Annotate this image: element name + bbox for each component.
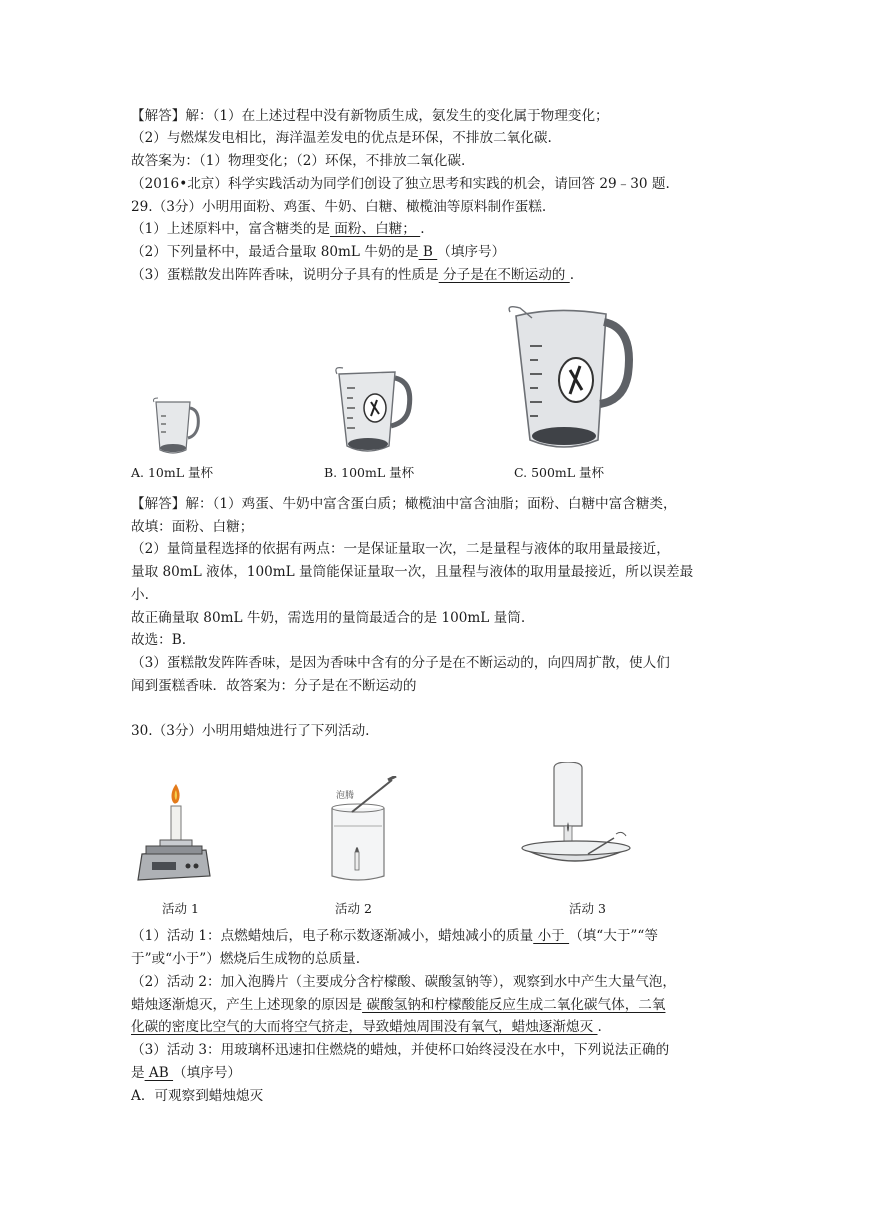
activity-1-caption: 活动 1 (162, 901, 199, 916)
answer-blank: AB (144, 1065, 174, 1081)
activity-3-glass-over-candle-figure (518, 762, 638, 876)
activity-2-caption: 活动 2 (335, 901, 372, 916)
answer-line: （2）与燃煤发电相比，海洋温差发电的优点是环保，不排放二氧化碳. (131, 130, 552, 146)
answer-line: 故答案为：（1）物理变化；（2）环保，不排放二氧化碳. (131, 153, 466, 169)
punctuation: . (569, 267, 575, 283)
question-text-line: （2）活动 2：加入泡腾片（主要成分含柠檬酸、碳酸氢钠等），观察到水中产生大量气泡， (131, 974, 676, 990)
question-29-part-2 (131, 242, 505, 262)
answer-line: （2）量筒量程选择的依据有两点：一是保证量取一次，二是量程与液体的取用量最接近， (131, 541, 670, 557)
answer-blank: 化碳的密度比空气的大而将空气挤走，导致蜡烛周围没有氧气，蜡烛逐渐熄灭 (131, 1019, 598, 1035)
question-text: （1）上述原料中，富含糖类的是 (131, 221, 330, 237)
answer-line: 【解答】解：（1）在上述过程中没有新物质生成，氨发生的变化属于物理变化； (131, 108, 609, 124)
option-a: A．可观察到蜡烛熄灭 (131, 1088, 264, 1104)
answer-line: 故填：面粉、白糖； (131, 519, 254, 535)
measuring-cup-small-figure (150, 396, 200, 458)
question-text: （填序号） (173, 1065, 242, 1081)
question-text: 蜡烛逐渐熄灭，产生上述现象的原因是 (131, 997, 363, 1013)
answer-line: 量取 80mL 液体，100mL 量筒能保证量取一次，且量程与液体的取用量最接近，所以误差最 (131, 564, 694, 580)
question-30-part-2-cont (131, 1017, 602, 1037)
question-30: 30.（3分）小明用蜡烛进行了下列活动. (131, 723, 370, 739)
answer-blank: 分子是在不断运动的 (438, 267, 570, 283)
question-text: （3）蛋糕散发出阵阵香味，说明分子具有的性质是 (131, 267, 439, 283)
question-text: （填“大于”“等 (569, 928, 658, 944)
question-30-part-2 (131, 995, 665, 1015)
question-text-line: （3）活动 3：用玻璃杯迅速扣住燃烧的蜡烛，并使杯口始终浸没在水中，下列说法正确的 (131, 1042, 670, 1058)
punctuation: . (597, 1019, 602, 1035)
cup-a-caption: A. 10mL 量杯 (131, 465, 214, 480)
question-text: （填序号） (437, 244, 506, 260)
answer-blank: 碳酸氢钠和柠檬酸能反应生成二氧化碳气体，二氧 (362, 997, 666, 1013)
question-text: 是 (131, 1065, 145, 1081)
punctuation: . (420, 221, 425, 237)
question-30-part-3 (131, 1063, 241, 1083)
question-29-part-1 (131, 219, 425, 239)
measuring-cup-large-figure (506, 304, 636, 454)
question-text-line: 于”或“小于”）燃烧后生成物的总质量. (131, 951, 361, 967)
answer-line: 故选：B. (131, 632, 187, 648)
question-30-part-1 (131, 926, 658, 946)
activity-1-scale-candle-figure (134, 782, 214, 892)
answer-blank: 小于 (533, 928, 570, 944)
question-29: 29.（3分）小明用面粉、鸡蛋、牛奶、白糖、橄榄油等原料制作蛋糕. (131, 199, 547, 215)
answer-line: 故正确量取 80mL 牛奶，需选用的量筒最适合的是 100mL 量筒. (131, 610, 526, 626)
question-text: （2）下列量杯中，最适合量取 80mL 牛奶的是 (131, 244, 419, 260)
answer-blank: B (418, 244, 438, 260)
cup-c-caption: C. 500mL 量杯 (514, 465, 605, 480)
question-text: （1）活动 1：点燃蜡烛后，电子称示数逐渐减小，蜡烛减小的质量 (131, 928, 534, 944)
tablet-label: 泡腾 (336, 791, 355, 801)
answer-line: 小. (131, 587, 149, 603)
measuring-cup-medium-figure (333, 364, 413, 458)
activity-3-caption: 活动 3 (569, 901, 606, 916)
answer-line: 【解答】解：（1）鸡蛋、牛奶中富含蛋白质；橄榄油中富含油脂；面粉、白糖中富含糖类， (131, 496, 677, 512)
cup-b-caption: B. 100mL 量杯 (324, 465, 415, 480)
answer-line: （3）蛋糕散发阵阵香味，是因为香味中含有的分子是在不断运动的，向四周扩散，使人们 (131, 655, 670, 671)
question-29-part-3 (131, 265, 574, 285)
activity-2-beaker-figure (322, 776, 402, 888)
answer-blank: 面粉、白糖； (329, 221, 421, 237)
source-line: （2016•北京）科学实践活动为同学们创设了独立思考和实践的机会，请回答 29﹣30 题. (131, 176, 670, 192)
answer-line: 闻到蛋糕香味．故答案为：分子是在不断运动的 (131, 678, 417, 694)
